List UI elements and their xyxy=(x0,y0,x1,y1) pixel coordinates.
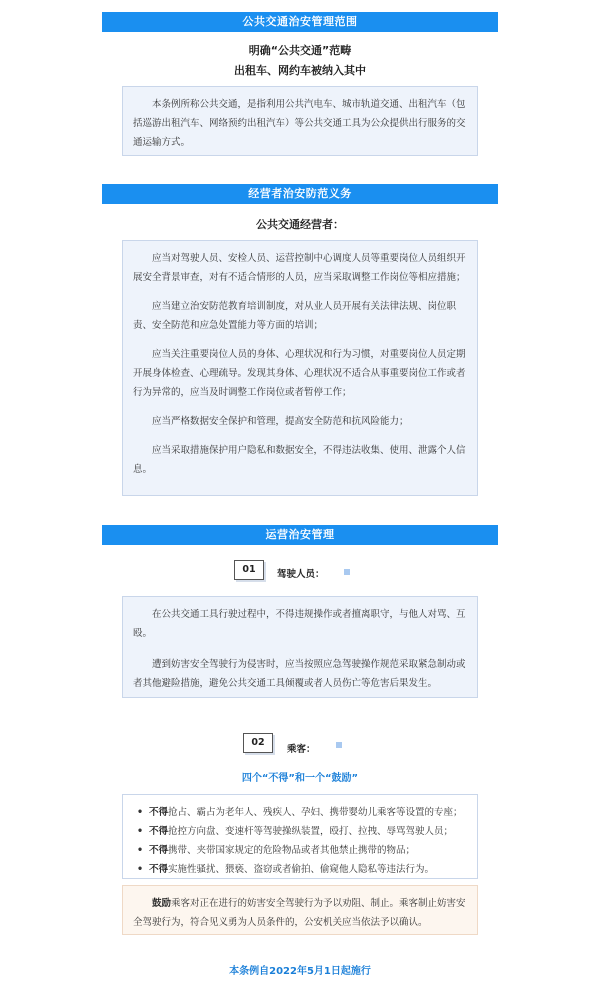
effective-date-footer: 本条例自2022年5月1日起施行 xyxy=(229,966,371,977)
decorative-square-icon xyxy=(336,742,342,748)
operator-duty-paragraph: 应当建立治安防范教育培训制度，对从业人员开展有关法律法规、岗位职责、安全防范和应急处置能力等方面的培训； xyxy=(133,301,457,331)
operator-duty-paragraph: 应当对驾驶人员、安检人员、运营控制中心调度人员等重要岗位人员组织开展安全背景审查，对有不适合情形的人员，应当采取调整工作岗位等相应措施； xyxy=(133,253,466,283)
scope-definition-box xyxy=(122,86,478,156)
item-number-01: 01 xyxy=(234,560,264,580)
operator-duty-paragraph: 应当严格数据安全保护和管理，提高安全防范和抗风险能力； xyxy=(152,416,409,427)
headline-scope-1: 明确“公共交通”范畴 xyxy=(248,44,352,57)
list-item: • 不得抢控方向盘、变速杆等驾驶操纵装置，殴打、拉拽、辱骂驾驶人员； xyxy=(137,822,467,841)
section-banner-operation: 运营治安管理 xyxy=(102,525,498,545)
driver-rule-paragraph: 遭到妨害安全驾驶行为侵害时，应当按照应急驾驶操作规范采取紧急制动或者其他避险措施，避免公共交通工具倾覆或者人员伤亡等危害后果发生。 xyxy=(133,659,466,689)
section-banner-scope: 公共交通治安管理范围 xyxy=(102,12,498,32)
decorative-square-icon xyxy=(344,569,350,575)
list-item: • 不得实施性骚扰、猥亵、盗窃或者偷拍、偷窥他人隐私等违法行为。 xyxy=(137,860,467,879)
section-banner-operator: 经营者治安防范义务 xyxy=(102,184,498,204)
list-item: • 不得携带、夹带国家规定的危险物品或者其他禁止携带的物品； xyxy=(137,841,467,860)
operator-duties-box xyxy=(122,240,478,496)
headline-scope-2: 出租车、网约车被纳入其中 xyxy=(234,64,366,77)
passenger-encourage-box xyxy=(122,885,478,935)
passenger-highlight: 四个“不得”和一个“鼓励” xyxy=(241,773,359,784)
encourage-text: 鼓励乘客对正在进行的妨害安全驾驶行为予以劝阻、制止。乘客制止妨害安全驾驶行为，符合见义勇为人员条件的，公安机关应当依法予以确认。 xyxy=(133,898,466,928)
operator-subheading: 公共交通经营者： xyxy=(256,218,344,231)
item-number-02: 02 xyxy=(243,733,273,753)
list-item: • 不得抢占、霸占为老年人、残疾人、孕妇、携带婴幼儿乘客等设置的专座； xyxy=(137,803,467,822)
driver-rules-box xyxy=(122,596,478,698)
driver-label: 驾驶人员： xyxy=(277,569,325,580)
passenger-prohibitions-box xyxy=(122,794,478,879)
scope-definition-text: 本条例所称公共交通，是指利用公共汽电车、城市轨道交通、出租汽车（包括巡游出租汽车、网络预约出租汽车）等公共交通工具为公众提供出行服务的交通运输方式。 xyxy=(133,99,466,148)
passenger-label: 乘客： xyxy=(287,744,316,755)
driver-rule-paragraph: 在公共交通工具行驶过程中，不得违规操作或者擅离职守，与他人对骂、互殴。 xyxy=(133,609,466,639)
operator-duty-paragraph: 应当关注重要岗位人员的身体、心理状况和行为习惯，对重要岗位人员定期开展身体检查、心理疏导。发现其身体、心理状况不适合从事重要岗位工作或者行为异常的，应当及时调整工作岗位或者暂停工作； xyxy=(133,349,466,398)
operator-duty-paragraph: 应当采取措施保护用户隐私和数据安全，不得违法收集、使用、泄露个人信息。 xyxy=(133,445,466,475)
